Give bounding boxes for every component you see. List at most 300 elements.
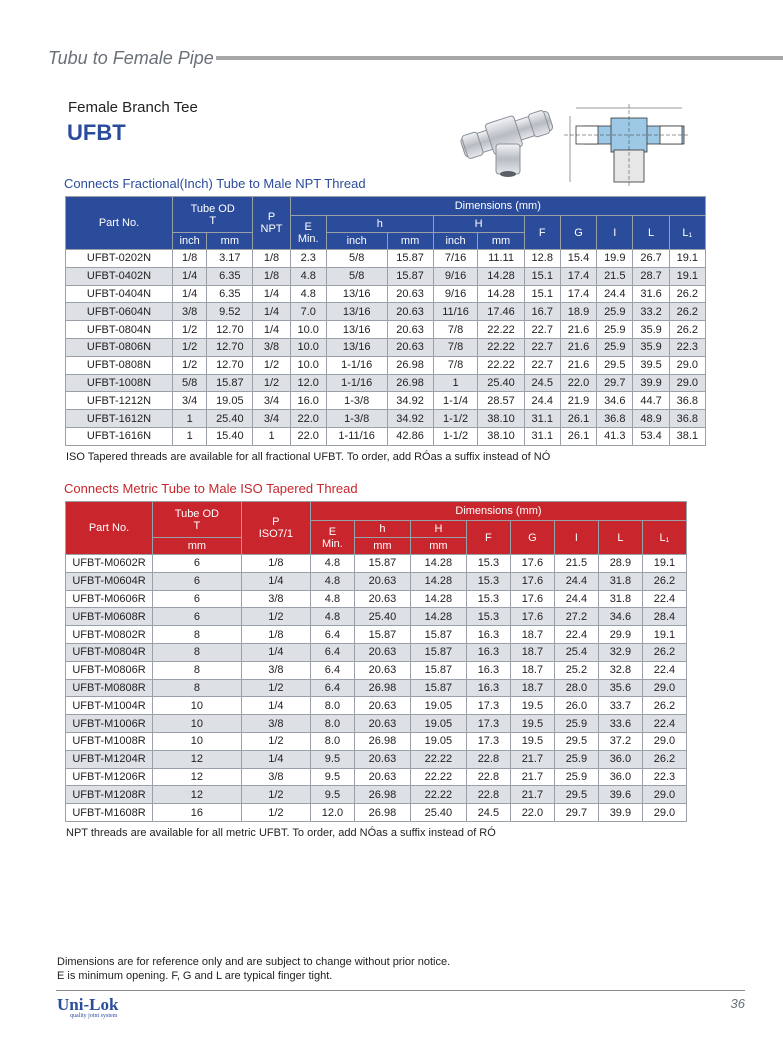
table-cell: UFBT-M1608R	[66, 804, 153, 822]
table-cell: 1/2	[173, 356, 207, 374]
table-cell: 35.6	[598, 679, 642, 697]
table-cell: 15.40	[207, 427, 253, 445]
table-cell: UFBT-M1204R	[66, 750, 153, 768]
table-cell: 19.05	[410, 732, 466, 750]
table-cell: 3/4	[173, 392, 207, 410]
brand-logo: Uni-Lok	[57, 995, 119, 1014]
table-cell: UFBT-0806N	[66, 338, 173, 356]
header-e-label: E	[328, 525, 337, 538]
table-cell: 1-1/16	[326, 374, 387, 392]
page-number: 36	[730, 996, 745, 1011]
table-cell: 4.8	[290, 285, 326, 303]
table-cell: 1-3/8	[326, 392, 387, 410]
table-cell: 29.0	[669, 374, 705, 392]
table-row	[66, 768, 687, 786]
table-cell: 1	[253, 427, 290, 445]
table-cell: UFBT-M0802R	[66, 626, 153, 644]
header-g: G	[560, 216, 596, 250]
table-cell: 1/2	[241, 679, 310, 697]
table-cell: 1/2	[173, 338, 207, 356]
table-cell: 12	[153, 750, 242, 768]
table-cell: 36.8	[669, 392, 705, 410]
table-cell: 6.4	[310, 679, 354, 697]
table-cell: 8	[153, 626, 242, 644]
table-cell: 32.9	[598, 643, 642, 661]
table-cell: 25.2	[554, 661, 598, 679]
table-cell: 19.9	[597, 250, 633, 268]
table-cell: 10.0	[290, 356, 326, 374]
table-cell: 19.05	[410, 715, 466, 733]
table-cell: UFBT-0202N	[66, 250, 173, 268]
table-cell: 21.5	[597, 267, 633, 285]
table-cell: 19.05	[410, 697, 466, 715]
table-cell: 3/8	[241, 715, 310, 733]
header-dimensions: Dimensions (mm)	[290, 197, 705, 216]
table-cell: 31.8	[598, 572, 642, 590]
table-cell: UFBT-M0808R	[66, 679, 153, 697]
header-l1: L₁	[642, 521, 686, 555]
table-cell: 24.4	[597, 285, 633, 303]
table-cell: 25.40	[354, 608, 410, 626]
table-cell: 16.0	[290, 392, 326, 410]
table-cell: 5/8	[173, 374, 207, 392]
table-cell: 20.63	[354, 750, 410, 768]
header-tube-t: T	[193, 519, 201, 532]
table-cell: UFBT-M0806R	[66, 661, 153, 679]
table-cell: 28.7	[633, 267, 669, 285]
table-cell: 20.63	[387, 303, 433, 321]
header-p-sub: ISO7/1	[258, 528, 293, 540]
table-row	[66, 608, 687, 626]
table-cell: 20.63	[354, 715, 410, 733]
table-cell: 22.22	[410, 768, 466, 786]
table-cell: 14.28	[410, 555, 466, 573]
footer-rule	[56, 990, 745, 991]
table-cell: 3/8	[241, 590, 310, 608]
table-row	[66, 643, 687, 661]
table-cell: 3/8	[253, 338, 290, 356]
table-cell: 22.0	[510, 804, 554, 822]
table-cell: 25.4	[554, 643, 598, 661]
table-cell: 22.7	[524, 338, 560, 356]
table-cell: 19.5	[510, 715, 554, 733]
table-cell: 3/8	[241, 661, 310, 679]
table-cell: 4.8	[310, 608, 354, 626]
table-cell: 20.63	[387, 285, 433, 303]
table-cell: 13/16	[326, 303, 387, 321]
table-cell: 1/2	[241, 804, 310, 822]
table-cell: 29.9	[598, 626, 642, 644]
table-cell: 26.98	[354, 679, 410, 697]
table-cell: 20.63	[354, 643, 410, 661]
table-cell: 9/16	[433, 285, 478, 303]
table-row	[66, 715, 687, 733]
table-cell: 7/8	[433, 321, 478, 339]
table-cell: 19.1	[669, 267, 705, 285]
table-row	[66, 679, 687, 697]
table-cell: 26.7	[633, 250, 669, 268]
fractional-spec-table	[65, 196, 706, 446]
table-cell: 25.9	[597, 303, 633, 321]
table-cell: 48.9	[633, 410, 669, 428]
table-cell: 19.1	[669, 250, 705, 268]
table-cell: 2.3	[290, 250, 326, 268]
table-cell: 19.5	[510, 732, 554, 750]
table-row	[66, 590, 687, 608]
table-cell: 22.4	[554, 626, 598, 644]
table-cell: 1/4	[253, 285, 290, 303]
table-cell: 17.3	[466, 697, 510, 715]
table-cell: 18.9	[560, 303, 596, 321]
table-cell: 15.87	[410, 679, 466, 697]
table-cell: 21.5	[554, 555, 598, 573]
header-tube-t: T	[209, 214, 217, 227]
header-e-sub: Min.	[322, 537, 343, 550]
table-cell: UFBT-M0604R	[66, 572, 153, 590]
table-cell: 20.63	[354, 572, 410, 590]
table-cell: 11.11	[478, 250, 524, 268]
table-cell: 18.7	[510, 679, 554, 697]
header-h-big-mm: mm	[410, 538, 466, 555]
table-cell: 1-1/2	[433, 427, 478, 445]
table-cell: 14.28	[478, 267, 524, 285]
table-cell: 22.22	[410, 786, 466, 804]
page-header-title: Tubu to Female Pipe	[48, 48, 214, 68]
table-row	[66, 804, 687, 822]
table-cell: 9.5	[310, 750, 354, 768]
header-p-label: P	[272, 516, 280, 528]
table-cell: 6.35	[207, 267, 253, 285]
table-cell: 20.63	[354, 661, 410, 679]
table-cell: 8.0	[310, 697, 354, 715]
table-cell: 20.63	[354, 697, 410, 715]
fitting-photo	[456, 98, 560, 180]
table-cell: UFBT-1612N	[66, 410, 173, 428]
table-cell: 20.63	[354, 768, 410, 786]
table-cell: 1/4	[173, 285, 207, 303]
table-cell: 26.2	[669, 321, 705, 339]
table-cell: 38.1	[669, 427, 705, 445]
table-cell: 21.7	[510, 768, 554, 786]
table-cell: 25.9	[597, 338, 633, 356]
header-e-label: E	[304, 220, 312, 233]
table-cell: 8.0	[310, 732, 354, 750]
table-cell: 10.0	[290, 321, 326, 339]
table-row	[66, 427, 706, 445]
table-cell: 39.6	[598, 786, 642, 804]
table-cell: 3/8	[241, 768, 310, 786]
table-cell: 15.87	[387, 267, 433, 285]
table-cell: 1/4	[241, 643, 310, 661]
table-cell: 16.3	[466, 643, 510, 661]
table-cell: 17.6	[510, 590, 554, 608]
table-cell: UFBT-M0606R	[66, 590, 153, 608]
table-row	[66, 267, 706, 285]
product-name: Female Branch Tee	[68, 99, 198, 116]
table-cell: 25.9	[597, 321, 633, 339]
table-cell: 1-3/8	[326, 410, 387, 428]
table-cell: 44.7	[633, 392, 669, 410]
header-i: I	[597, 216, 633, 250]
table-cell: UFBT-M1206R	[66, 768, 153, 786]
header-h-small-mm: mm	[387, 233, 433, 250]
table-cell: 22.22	[478, 338, 524, 356]
table-cell: 26.98	[387, 356, 433, 374]
header-tube-od-label: Tube OD	[190, 202, 235, 215]
table-cell: 3.17	[207, 250, 253, 268]
table-cell: 12.8	[524, 250, 560, 268]
table-cell: 34.92	[387, 410, 433, 428]
table-cell: 16.3	[466, 661, 510, 679]
header-h-small: h	[326, 216, 433, 233]
table-cell: UFBT-M1004R	[66, 697, 153, 715]
table-cell: 7/8	[433, 338, 478, 356]
table-cell: 11/16	[433, 303, 478, 321]
table-cell: 13/16	[326, 321, 387, 339]
table-cell: 16.3	[466, 626, 510, 644]
table-cell: 8	[153, 661, 242, 679]
table-cell: 6	[153, 555, 242, 573]
table-cell: 1/2	[253, 356, 290, 374]
table-cell: 26.98	[354, 732, 410, 750]
table-cell: 34.92	[387, 392, 433, 410]
table-row	[66, 572, 687, 590]
table-cell: 6.4	[310, 643, 354, 661]
table-cell: 37.2	[598, 732, 642, 750]
table-cell: 8	[153, 643, 242, 661]
table-cell: 12.0	[290, 374, 326, 392]
table-row	[66, 285, 706, 303]
table-cell: 4.8	[310, 572, 354, 590]
table-cell: 33.6	[598, 715, 642, 733]
header-tube-mm: mm	[207, 233, 253, 250]
fractional-note: ISO Tapered threads are available for all fractional UFBT. To order, add RÓas a suffix instead of NÓ	[66, 451, 551, 463]
table-cell: 26.1	[560, 410, 596, 428]
table-cell: 16	[153, 804, 242, 822]
table-cell: 24.5	[466, 804, 510, 822]
header-h-big-mm: mm	[478, 233, 524, 250]
table-cell: 28.57	[478, 392, 524, 410]
header-h-small-mm: mm	[354, 538, 410, 555]
table-cell: 25.9	[554, 750, 598, 768]
table-cell: 9.5	[310, 786, 354, 804]
table-cell: 15.4	[560, 250, 596, 268]
table-cell: 17.3	[466, 715, 510, 733]
brand-tagline: quality joint system	[70, 1013, 118, 1019]
table-cell: 32.8	[598, 661, 642, 679]
header-rule	[216, 56, 783, 60]
table-cell: 1/4	[253, 303, 290, 321]
table-cell: 13/16	[326, 338, 387, 356]
table-cell: 38.10	[478, 427, 524, 445]
table-cell: 21.9	[560, 392, 596, 410]
table-cell: 19.1	[642, 626, 686, 644]
table-cell: 27.2	[554, 608, 598, 626]
table-cell: 10	[153, 715, 242, 733]
table-cell: 12.70	[207, 356, 253, 374]
table-cell: 9/16	[433, 267, 478, 285]
table-cell: 25.40	[478, 374, 524, 392]
table-cell: UFBT-1008N	[66, 374, 173, 392]
table-cell: 26.2	[669, 303, 705, 321]
table-cell: 22.7	[524, 321, 560, 339]
table-cell: 26.98	[387, 374, 433, 392]
table-cell: 31.8	[598, 590, 642, 608]
table-cell: 22.7	[524, 356, 560, 374]
table-cell: 21.6	[560, 321, 596, 339]
table-cell: 1/2	[241, 608, 310, 626]
table-cell: 24.5	[524, 374, 560, 392]
table-cell: 16.7	[524, 303, 560, 321]
table-cell: 36.8	[669, 410, 705, 428]
table-cell: 36.0	[598, 750, 642, 768]
table-cell: 6	[153, 572, 242, 590]
table-cell: 12.70	[207, 338, 253, 356]
table-cell: 15.3	[466, 555, 510, 573]
section-title-metric: Connects Metric Tube to Male ISO Tapered Thread	[64, 481, 358, 496]
table-cell: 6.4	[310, 661, 354, 679]
header-g: G	[510, 521, 554, 555]
table-cell: 1	[173, 427, 207, 445]
table-cell: 20.63	[354, 590, 410, 608]
table-cell: 1	[433, 374, 478, 392]
table-cell: 1/8	[253, 250, 290, 268]
table-cell: 12	[153, 786, 242, 804]
table-cell: 21.7	[510, 750, 554, 768]
table-cell: 15.87	[354, 626, 410, 644]
table-cell: 19.1	[642, 555, 686, 573]
table-cell: 22.8	[466, 750, 510, 768]
table-cell: 29.7	[554, 804, 598, 822]
table-cell: 10	[153, 697, 242, 715]
table-cell: 53.4	[633, 427, 669, 445]
table-cell: 9.5	[310, 768, 354, 786]
header-l: L	[633, 216, 669, 250]
table-cell: 26.0	[554, 697, 598, 715]
table-cell: 15.1	[524, 285, 560, 303]
table-cell: 4.8	[290, 267, 326, 285]
table-cell: 15.87	[410, 626, 466, 644]
header-part-no: Part No.	[66, 502, 153, 555]
table-cell: 7/8	[433, 356, 478, 374]
table-cell: 1	[173, 410, 207, 428]
table-cell: 19.05	[207, 392, 253, 410]
table-cell: 22.22	[410, 750, 466, 768]
table-cell: 10.0	[290, 338, 326, 356]
table-cell: 22.22	[478, 321, 524, 339]
table-cell: 17.46	[478, 303, 524, 321]
table-cell: 15.87	[410, 643, 466, 661]
header-f: F	[466, 521, 510, 555]
table-cell: 26.2	[642, 572, 686, 590]
table-cell: 9.52	[207, 303, 253, 321]
table-cell: 3/8	[173, 303, 207, 321]
table-cell: 24.4	[554, 572, 598, 590]
table-cell: 26.2	[642, 697, 686, 715]
table-cell: 39.5	[633, 356, 669, 374]
header-e-sub: Min.	[297, 232, 319, 245]
table-cell: UFBT-1212N	[66, 392, 173, 410]
table-cell: 13/16	[326, 285, 387, 303]
footer-note-opening: E is minimum opening. F, G and L are typical finger tight.	[57, 970, 333, 982]
table-cell: 22.0	[560, 374, 596, 392]
table-cell: 1-1/4	[433, 392, 478, 410]
table-cell: 4.8	[310, 555, 354, 573]
table-row	[66, 732, 687, 750]
table-cell: 26.2	[642, 750, 686, 768]
table-cell: 24.4	[554, 590, 598, 608]
table-cell: 12.70	[207, 321, 253, 339]
table-row	[66, 410, 706, 428]
table-cell: 18.7	[510, 626, 554, 644]
metric-note: NPT threads are available for all metric UFBT. To order, add NÓas a suffix instead of RÓ	[66, 827, 496, 839]
table-cell: 1/8	[253, 267, 290, 285]
table-cell: 26.98	[354, 804, 410, 822]
table-cell: UFBT-0604N	[66, 303, 173, 321]
table-cell: 1/4	[253, 321, 290, 339]
table-cell: 12	[153, 768, 242, 786]
table-cell: 8.0	[310, 715, 354, 733]
table-cell: 8	[153, 679, 242, 697]
header-part-no: Part No.	[66, 197, 173, 250]
table-cell: 7/16	[433, 250, 478, 268]
table-cell: UFBT-0404N	[66, 285, 173, 303]
table-cell: 5/8	[326, 267, 387, 285]
table-cell: 31.6	[633, 285, 669, 303]
table-cell: 22.0	[290, 410, 326, 428]
table-cell: 1/8	[241, 626, 310, 644]
table-cell: 1/4	[241, 750, 310, 768]
header-e	[290, 216, 326, 250]
technical-drawing	[564, 96, 690, 190]
table-cell: 7.0	[290, 303, 326, 321]
table-cell: 28.9	[598, 555, 642, 573]
table-cell: UFBT-0808N	[66, 356, 173, 374]
table-cell: 14.28	[410, 572, 466, 590]
header-dimensions: Dimensions (mm)	[310, 502, 686, 521]
table-cell: UFBT-M0608R	[66, 608, 153, 626]
table-cell: 26.1	[560, 427, 596, 445]
table-cell: 29.5	[554, 732, 598, 750]
table-cell: UFBT-M1208R	[66, 786, 153, 804]
table-cell: UFBT-1616N	[66, 427, 173, 445]
table-cell: 22.3	[669, 338, 705, 356]
table-cell: 14.28	[410, 590, 466, 608]
table-cell: 20.63	[387, 321, 433, 339]
table-cell: 29.0	[642, 732, 686, 750]
table-cell: 42.86	[387, 427, 433, 445]
table-cell: 14.28	[478, 285, 524, 303]
table-row	[66, 750, 687, 768]
header-i: I	[554, 521, 598, 555]
table-cell: UFBT-M1006R	[66, 715, 153, 733]
table-cell: 25.9	[554, 768, 598, 786]
table-cell: 1/4	[173, 267, 207, 285]
table-cell: 19.5	[510, 697, 554, 715]
table-cell: 34.6	[597, 392, 633, 410]
header-l1: L₁	[669, 216, 705, 250]
table-cell: 21.6	[560, 356, 596, 374]
product-code: UFBT	[67, 120, 126, 145]
table-cell: UFBT-M0804R	[66, 643, 153, 661]
table-cell: 24.4	[524, 392, 560, 410]
table-cell: 17.6	[510, 555, 554, 573]
table-cell: UFBT-0804N	[66, 321, 173, 339]
table-cell: 26.2	[642, 643, 686, 661]
header-h-small: h	[354, 521, 410, 538]
table-cell: 22.0	[290, 427, 326, 445]
header-tube-od-label: Tube OD	[174, 507, 219, 520]
